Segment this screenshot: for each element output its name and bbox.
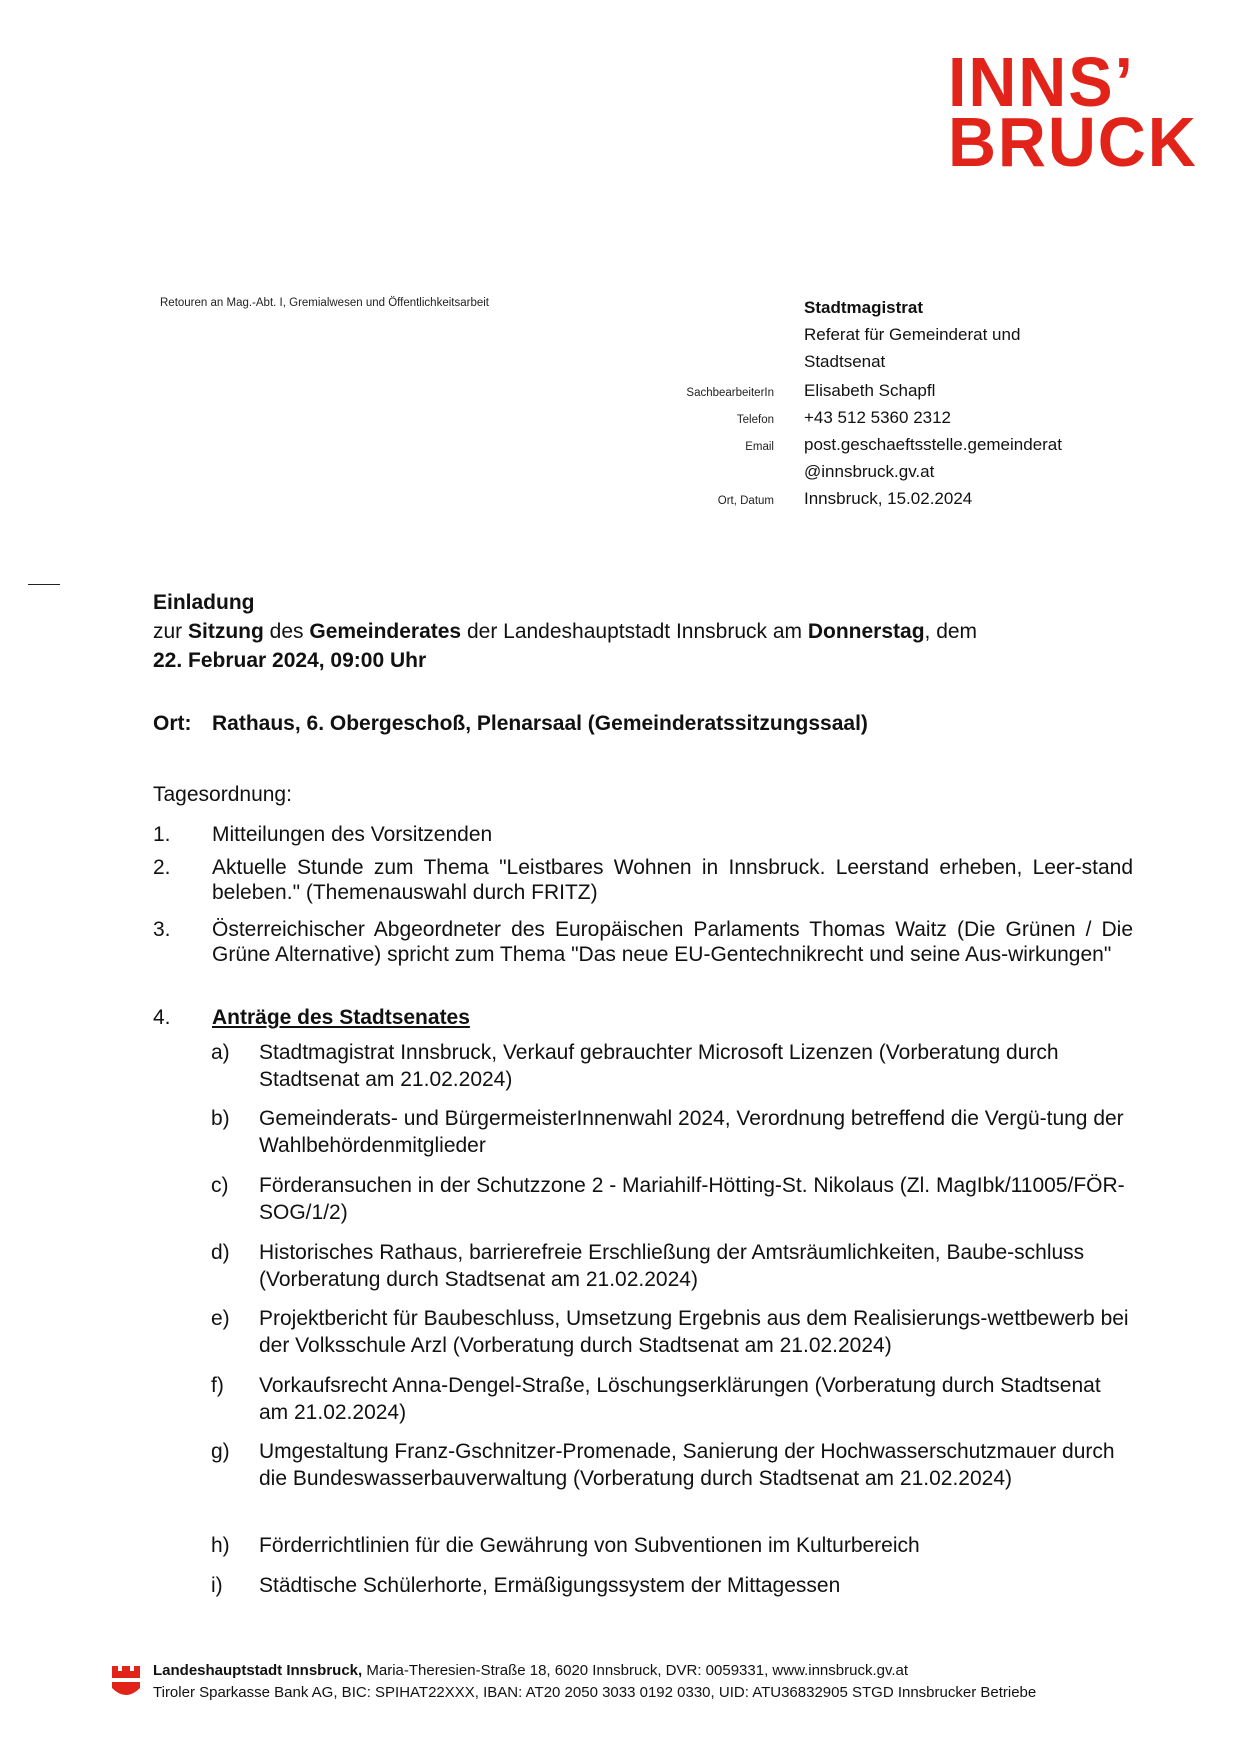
logo-line-1: INNS’	[948, 43, 1135, 121]
agenda-subitem-letter: d)	[211, 1241, 230, 1264]
footer	[153, 1660, 1036, 1704]
agenda-subitem-text: Umgestaltung Franz-Gschnitzer-Promenade, Sanierung der Hochwasserschutzmauer durch die Bundeswasserbauverwaltung (Vorberatung durch Stadtsenat am 21.02.2024)	[259, 1440, 1115, 1490]
innsbruck-logo	[948, 43, 1198, 181]
agenda-subitem-letter: f)	[211, 1374, 224, 1397]
agenda-item	[153, 822, 1133, 847]
fold-mark	[28, 584, 60, 585]
agenda-title: Tagesordnung:	[153, 783, 292, 806]
agenda-subitem-letter: a)	[211, 1041, 230, 1064]
invitation-text	[153, 617, 977, 646]
invitation-sitzung: Sitzung	[188, 620, 264, 643]
agenda-subitem-text: Vorkaufsrecht Anna-Dengel-Straße, Löschungserklärungen (Vorberatung durch Stadtsenat am 21.02.2024)	[259, 1374, 1101, 1424]
email-label: Email	[745, 441, 774, 453]
agenda-item-number: 1.	[153, 823, 171, 846]
return-address: Retouren an Mag.-Abt. I, Gremialwesen und Öffentlichkeitsarbeit	[160, 297, 489, 309]
meeting-place: Rathaus, 6. Obergeschoß, Plenarsaal (Gemeinderatssitzungssaal)	[212, 712, 868, 735]
agenda-subitem-letter: i)	[211, 1574, 223, 1597]
city-crest-icon	[110, 1662, 142, 1702]
agenda-subitem-text: Städtische Schülerhorte, Ermäßigungssystem der Mittagessen	[259, 1574, 841, 1597]
email-line-2[interactable]: @innsbruck.gv.at	[804, 462, 935, 481]
invitation-text-part: zur	[153, 620, 189, 643]
logo-line-2: BRUCK	[948, 103, 1198, 181]
invitation-heading: Einladung	[153, 591, 255, 614]
meeting-place-label: Ort:	[153, 712, 192, 735]
agenda-item-number: 4.	[153, 1006, 171, 1029]
agenda-item-number: 2.	[153, 856, 171, 879]
agenda-subitem-text: Förderrichtlinien für die Gewährung von Subventionen im Kulturbereich	[259, 1534, 920, 1557]
agenda-subitem-text: Stadtmagistrat Innsbruck, Verkauf gebrauchter Microsoft Lizenzen (Vorberatung durch Stadtsenat am 21.02.2024)	[259, 1041, 1059, 1091]
invitation-text-part: , dem	[924, 620, 978, 643]
agenda-subitem	[211, 1572, 1131, 1599]
invitation-text-part: des	[263, 620, 310, 643]
agenda-subitem	[211, 1305, 1131, 1359]
agenda-item-text: Österreichischer Abgeordneter des Europäischen Parlaments Thomas Waitz (Die Grünen / Die Grüne Alternative) spricht zum Thema "Das neue EU-Gentechnikrecht und seine Aus-wirkungen"	[212, 918, 1133, 966]
phone-label: Telefon	[736, 414, 774, 426]
agenda-subitem	[211, 1239, 1131, 1293]
agenda-item-number: 3.	[153, 918, 171, 941]
agenda-subitem	[211, 1039, 1131, 1093]
invitation-text-part: der Landeshauptstadt Innsbruck am	[461, 620, 808, 643]
footer-line-2: Tiroler Sparkasse Bank AG, BIC: SPIHAT22XXX, IBAN: AT20 2050 3033 0192 0330, UID: ATU36832905 STGD Innsbrucker Betriebe	[153, 1684, 1037, 1701]
agenda-item	[153, 855, 1133, 905]
clerk-label: SachbearbeiterIn	[686, 387, 774, 399]
agenda-subitem-letter: g)	[211, 1440, 230, 1463]
agenda-item-text: Mitteilungen des Vorsitzenden	[212, 823, 493, 846]
footer-org: Landeshauptstadt Innsbruck,	[153, 1662, 363, 1679]
footer-line-1	[153, 1660, 1036, 1682]
invitation-weekday: Donnerstag	[807, 620, 925, 643]
sender-dept-line-2: Stadtsenat	[804, 352, 886, 371]
sender-org: Stadtmagistrat	[804, 298, 924, 317]
sender-block	[804, 294, 1020, 375]
agenda-subitem	[211, 1438, 1131, 1492]
agenda-item	[153, 1005, 1133, 1030]
agenda-item-text: Aktuelle Stunde zum Thema "Leistbares Wohnen in Innsbruck. Leerstand erheben, Leer-stand beleben." (Themenauswahl durch FRITZ)	[212, 856, 1133, 904]
agenda-subitem-letter: b)	[211, 1107, 230, 1130]
agenda-subitem-text: Gemeinderats- und BürgermeisterInnenwahl 2024, Verordnung betreffend die Vergü-tung der Wahlbehördenmitglieder	[259, 1107, 1124, 1157]
date-value: Innsbruck, 15.02.2024	[804, 489, 973, 508]
agenda-subitem	[211, 1372, 1131, 1426]
agenda-item	[153, 917, 1133, 967]
agenda-subitem	[211, 1532, 1131, 1559]
agenda-item-text: Anträge des Stadtsenates	[212, 1006, 470, 1029]
date-label: Ort, Datum	[717, 495, 774, 507]
footer-address: Maria-Theresien-Straße 18, 6020 Innsbruck, DVR: 0059331, www.innsbruck.gv.at	[362, 1662, 909, 1679]
meeting-datetime: 22. Februar 2024, 09:00 Uhr	[153, 649, 427, 672]
invitation-gemeinderat: Gemeinderates	[309, 620, 462, 643]
agenda-subitem-text: Projektbericht für Baubeschluss, Umsetzung Ergebnis aus dem Realisierungs-wettbewerb bei der Volksschule Arzl (Vorberatung durch Stadtsenat am 21.02.2024)	[259, 1307, 1129, 1357]
phone-value: +43 512 5360 2312	[804, 408, 952, 427]
sender-dept-line-1: Referat für Gemeinderat und	[804, 325, 1021, 344]
email-line-1[interactable]: post.geschaeftsstelle.gemeinderat	[804, 435, 1062, 454]
agenda-subitem-text: Förderansuchen in der Schutzzone 2 - Mariahilf-Hötting-St. Nikolaus (Zl. MagIbk/11005/FÖR-SOG/1/2)	[259, 1174, 1125, 1224]
agenda-subitem-letter: e)	[211, 1307, 230, 1330]
clerk-name: Elisabeth Schapfl	[804, 381, 936, 400]
agenda-subitem-text: Historisches Rathaus, barrierefreie Erschließung der Amtsräumlichkeiten, Baube-schluss (Vorberatung durch Stadtsenat am 21.02.2024)	[259, 1241, 1085, 1291]
agenda-subitem	[211, 1172, 1131, 1226]
agenda-subitem	[211, 1105, 1131, 1159]
agenda-subitem-letter: c)	[211, 1174, 229, 1197]
agenda-subitem-letter: h)	[211, 1534, 230, 1557]
